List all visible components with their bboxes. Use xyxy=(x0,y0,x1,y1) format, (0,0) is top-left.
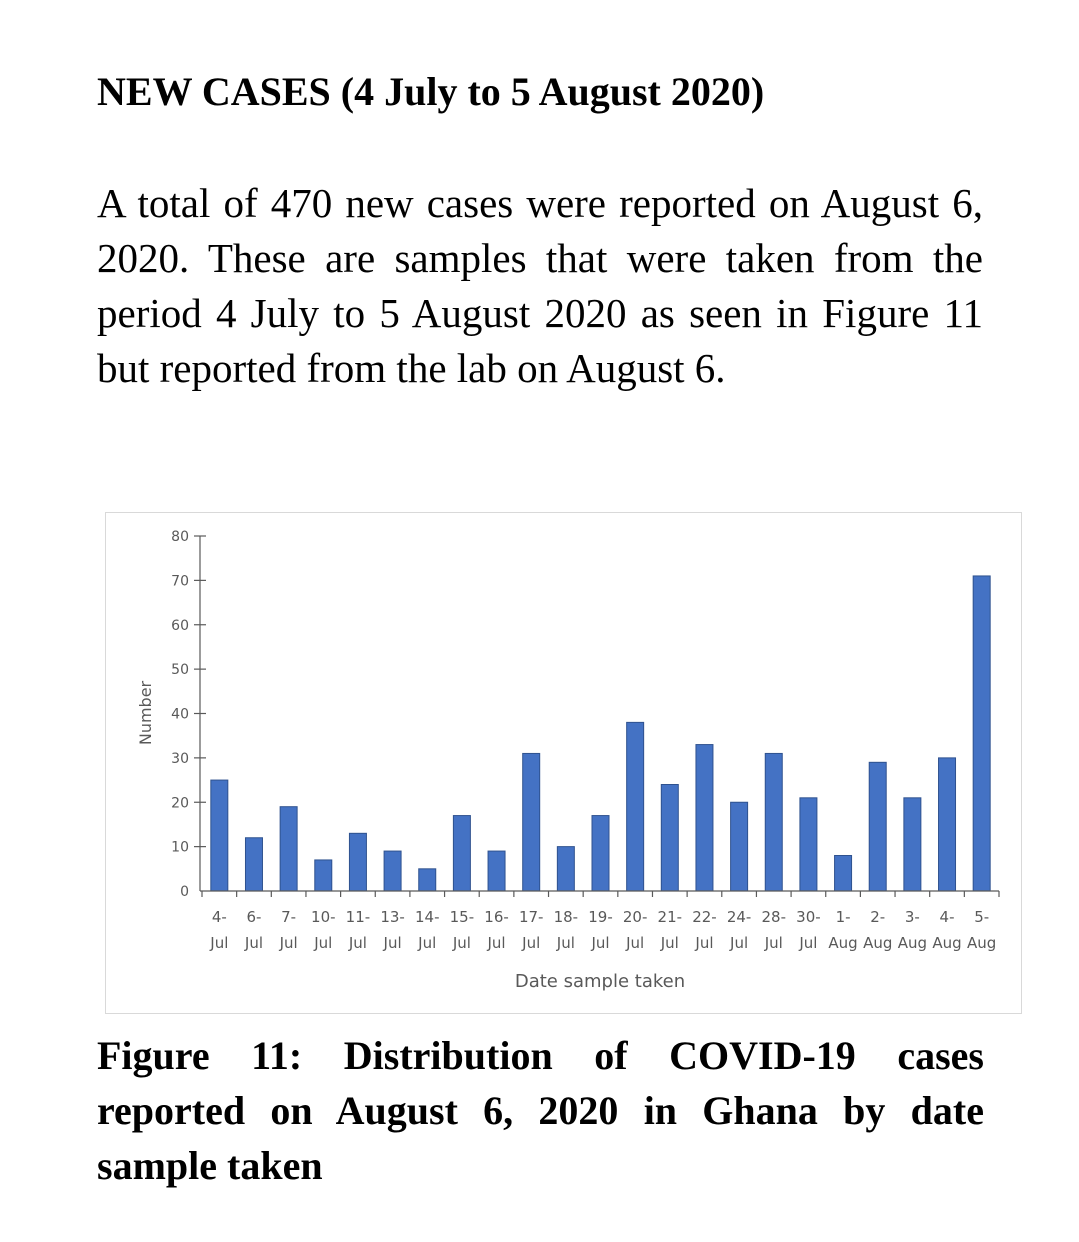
x-tick-label-month: Jul xyxy=(383,934,402,952)
x-tick-label-month: Jul xyxy=(764,934,783,952)
x-tick-label-day: 19- xyxy=(588,908,613,926)
x-tick-label-month: Jul xyxy=(279,934,298,952)
y-tick-label: 80 xyxy=(171,529,189,545)
x-tick-label-day: 3- xyxy=(904,908,920,926)
x-tick-label-day: 22- xyxy=(692,908,717,926)
x-tick-label-day: 11- xyxy=(345,908,371,926)
y-tick-label: 60 xyxy=(171,617,189,634)
bar xyxy=(939,758,956,891)
x-tick-label-month: Aug xyxy=(863,934,893,952)
x-tick-label-month: Aug xyxy=(967,934,997,952)
x-tick-label-month: Jul xyxy=(799,934,818,952)
bar xyxy=(384,851,401,891)
bar xyxy=(800,798,817,891)
x-tick-label-month: Aug xyxy=(932,934,962,952)
x-tick-label-month: Jul xyxy=(314,934,333,952)
bar xyxy=(661,785,678,892)
bar xyxy=(696,745,713,891)
x-tick-label-day: 7- xyxy=(281,908,297,926)
y-tick-label: 50 xyxy=(171,662,189,679)
x-tick-label-day: 2- xyxy=(870,908,886,926)
bar xyxy=(245,838,262,891)
bar xyxy=(419,869,436,891)
x-tick-label-day: 30- xyxy=(796,908,821,926)
body-paragraph: A total of 470 new cases were reported on August 6, 2020. These are samples that were taken from the period 4 July to 5 August 2020 as seen in Figure 11 but reported from the lab on August 6. xyxy=(97,180,983,391)
bar xyxy=(557,847,574,891)
x-tick-label-month: Jul xyxy=(695,934,714,952)
y-axis-label: Number xyxy=(136,680,155,746)
section-heading: NEW CASES (4 July to 5 August 2020) xyxy=(97,69,765,114)
x-tick-label-day: 28- xyxy=(761,908,787,926)
x-tick-label-day: 13- xyxy=(380,908,405,926)
x-tick-label-month: Jul xyxy=(487,934,506,952)
x-tick-label-day: 16- xyxy=(484,908,509,926)
bar xyxy=(315,860,332,891)
bar xyxy=(523,753,540,891)
bar xyxy=(904,798,921,891)
x-tick-label-day: 4- xyxy=(939,908,955,926)
x-tick-label-day: 24- xyxy=(726,908,752,926)
x-tick-label-day: 4- xyxy=(211,908,227,926)
y-tick-label: 10 xyxy=(171,839,189,856)
bar xyxy=(765,753,782,891)
x-tick-label-day: 14- xyxy=(414,908,440,926)
bar xyxy=(592,816,609,891)
x-tick-label-day: 18- xyxy=(553,908,579,926)
bar xyxy=(453,816,470,891)
y-tick-label: 30 xyxy=(171,750,189,767)
bar xyxy=(488,851,505,891)
x-tick-label-month: Jul xyxy=(244,934,264,952)
y-tick-label: 0 xyxy=(180,884,189,900)
x-tick-label-month: Aug xyxy=(828,934,858,952)
bar-chart xyxy=(106,513,1021,1013)
x-tick-label-month: Jul xyxy=(522,934,541,952)
x-tick-label-day: 21- xyxy=(657,908,683,926)
x-tick-label-day: 17- xyxy=(518,908,544,926)
figure-caption: Figure 11: Distribution of COVID-19 cases reported on August 6, 2020 in Ghana by date sample taken xyxy=(97,1033,984,1188)
x-tick-label-day: 6- xyxy=(246,908,262,926)
x-tick-label-day: 5- xyxy=(974,908,990,926)
x-tick-label-day: 15- xyxy=(449,908,475,926)
x-axis-label: Date sample taken xyxy=(514,971,686,992)
x-tick-label-month: Aug xyxy=(897,934,928,952)
bar xyxy=(627,722,644,891)
bar xyxy=(280,807,297,891)
x-tick-label-day: 10- xyxy=(311,908,336,926)
bar xyxy=(349,833,366,891)
x-tick-label-day: 1- xyxy=(835,908,851,926)
x-tick-label-month: Jul xyxy=(556,934,575,952)
x-tick-label-month: Jul xyxy=(348,934,367,952)
x-tick-label-day: 20- xyxy=(622,908,648,926)
x-tick-label-month: Jul xyxy=(730,934,749,952)
chart-frame xyxy=(105,512,1022,1014)
bar xyxy=(731,802,748,891)
x-tick-label-month: Jul xyxy=(418,934,437,952)
x-tick-label-month: Jul xyxy=(660,934,679,952)
bar xyxy=(869,762,886,891)
x-tick-label-month: Jul xyxy=(452,934,471,952)
bar xyxy=(835,856,852,892)
x-tick-label-month: Jul xyxy=(591,934,610,952)
bar xyxy=(973,576,990,891)
x-tick-label-month: Jul xyxy=(626,934,645,952)
bar xyxy=(211,780,228,891)
y-tick-label: 20 xyxy=(171,795,189,812)
x-tick-label-month: Jul xyxy=(210,934,229,952)
y-tick-label: 70 xyxy=(171,573,189,590)
y-tick-label: 40 xyxy=(171,706,189,723)
